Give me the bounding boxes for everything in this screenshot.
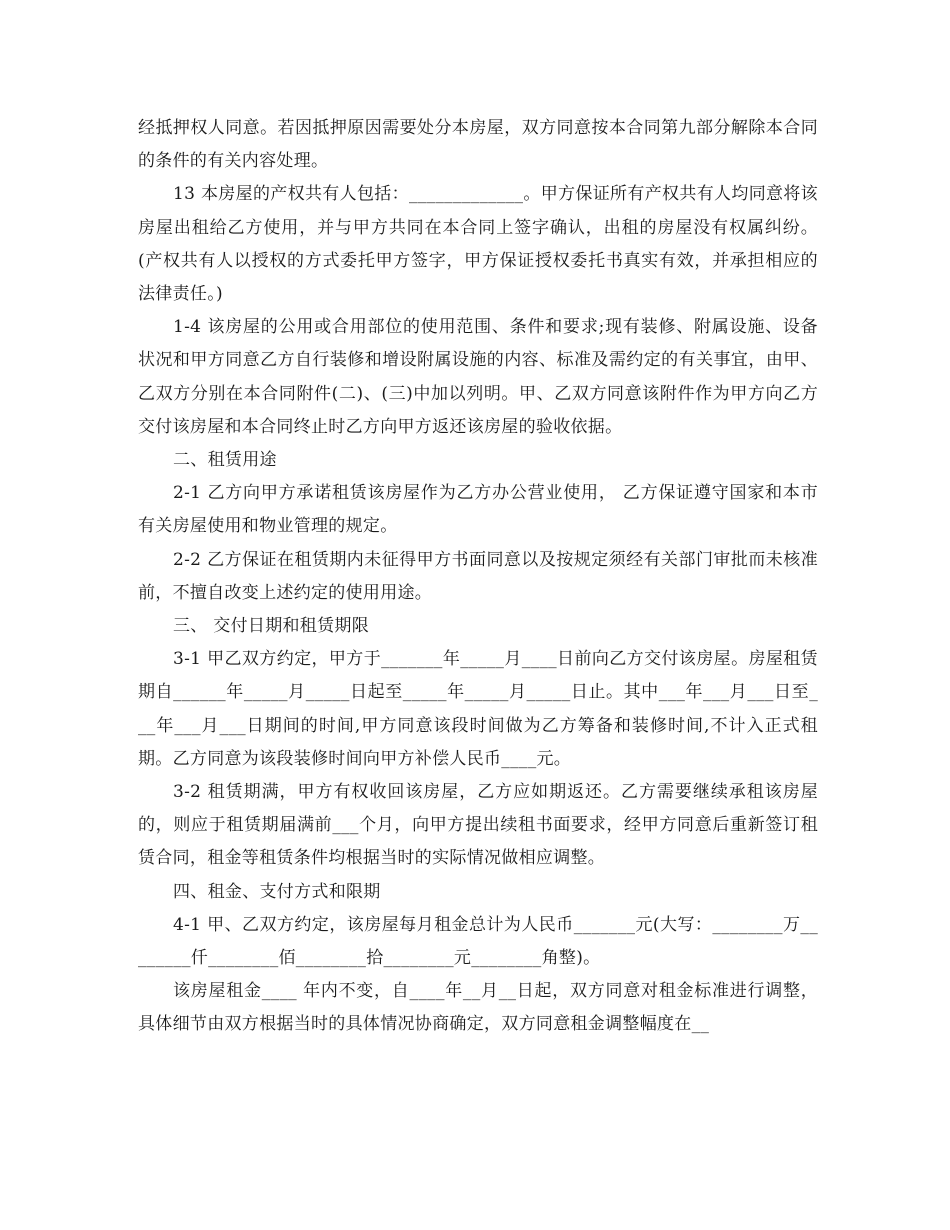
paragraph-clause-1-3: 13 本房屋的产权共有人包括：_____________。甲方保证所有产权共有人均同意将该房屋出租给乙方使用，并与甲方共同在本合同上签字确认，出租的房屋没有权属纠纷。(产权共有人以授权的方式委托甲方签字，甲方保证授权委托书真实有效，并承担相应的法律责任。) — [138, 184, 818, 305]
paragraph-clause-2-1: 2-1 乙方向甲方承诺租赁该房屋作为乙方办公营业使用， 乙方保证遵守国家和本市有关房屋使用和物业管理的规定。 — [138, 483, 818, 537]
section-heading-delivery-term: 三、 交付日期和租赁期限 — [173, 616, 370, 637]
document-page — [138, 112, 818, 1042]
paragraph-clause-4-1: 4-1 甲、乙双方约定，该房屋每月租金总计为人民币_______元(大写：________万________仟________佰________拾________元________角整)。 — [138, 914, 818, 969]
paragraph-clause-3-1: 3-1 甲乙双方约定，甲方于_______年_____月____日前向乙方交付该房屋。房屋租赁期自______年_____月_____日起至_____年_____月_____日止。其中___年___月___日至___年___月___日期间的时间,甲方同意该段时间做为乙方筹备和装修时间,不计入正式租期。乙方同意为该段装修时间向甲方补偿人民币____元。 — [138, 649, 818, 769]
section-heading-lease-purpose: 二、租赁用途 — [173, 450, 277, 471]
section-heading-rent-payment: 四、租金、支付方式和限期 — [173, 881, 381, 902]
paragraph-clause-3-2: 3-2 租赁期满，甲方有权收回该房屋，乙方应如期返还。乙方需要继续承租该房屋的，则应于租赁期届满前___个月，向甲方提出续租书面要求，经甲方同意后重新签订租赁合同，租金等租赁条件均根据当时的实际情况做相应调整。 — [138, 782, 818, 869]
paragraph-mortgage-clause: 经抵押权人同意。若因抵押原因需要处分本房屋，双方同意按本合同第九部分解除本合同的条件的有关内容处理。 — [138, 118, 818, 172]
paragraph-clause-2-2: 2-2 乙方保证在租赁期内未征得甲方书面同意以及按规定须经有关部门审批而未核准前，不擅自改变上述约定的使用用途。 — [138, 549, 818, 603]
paragraph-rent-adjustment: 该房屋租金____ 年内不变，自____年__月__日起，双方同意对租金标准进行调整，具体细节由双方根据当时的具体情况协商确定，双方同意租金调整幅度在__ — [138, 981, 818, 1035]
paragraph-clause-1-4: 1-4 该房屋的公用或合用部位的使用范围、条件和要求;现有装修、附属设施、设备状况和甲方同意乙方自行装修和增设附属设施的内容、标准及需约定的有关事宜，由甲、乙双方分别在本合同附件(二)、(三)中加以列明。甲、乙双方同意该附件作为甲方向乙方交付该房屋和本合同终止时乙方向甲方返还该房屋的验收依据。 — [138, 317, 818, 437]
